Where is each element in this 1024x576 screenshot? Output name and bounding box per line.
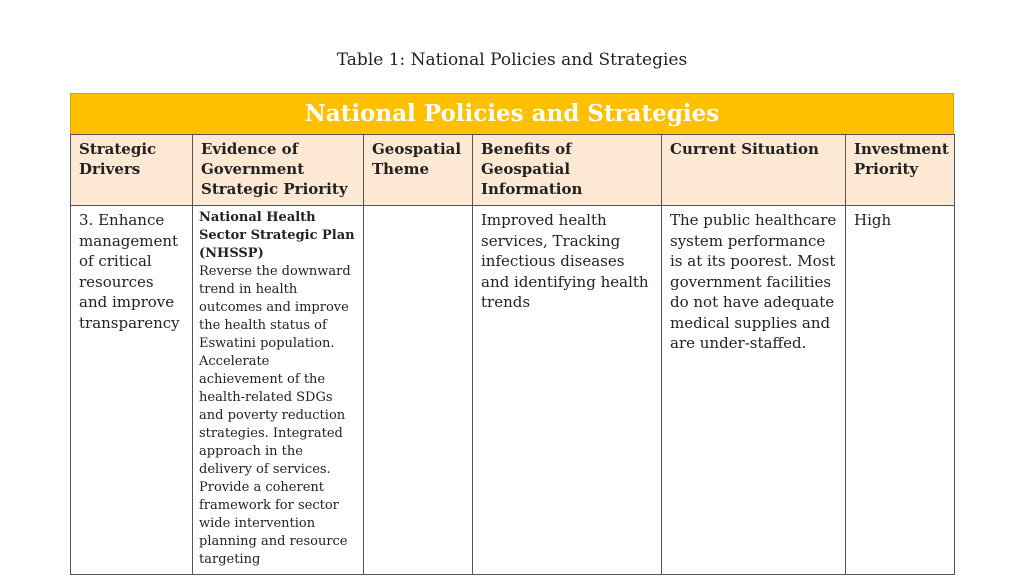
header-row — [71, 135, 955, 206]
policies-table — [70, 93, 954, 575]
cell-current-situation: The public healthcare system performance is at its poorest. Most government facilities do not have adequate medical supplies and are under-staffed. — [662, 206, 846, 575]
table-caption: Table 1: National Policies and Strategies — [336, 50, 688, 70]
table-row — [71, 206, 955, 575]
header-geospatial-theme: Geospatial Theme — [364, 135, 473, 206]
header-investment-priority: Investment Priority — [846, 135, 955, 206]
header-evidence: Evidence of Government Strategic Priority — [193, 135, 364, 206]
cell-evidence — [193, 206, 364, 575]
header-current-situation: Current Situation — [662, 135, 846, 206]
header-benefits: Benefits of Geospatial Information — [473, 135, 662, 206]
policies-grid — [70, 134, 955, 575]
cell-investment-priority: High — [846, 206, 955, 575]
header-strategic-drivers: Strategic Drivers — [71, 135, 193, 206]
evidence-title: National Health Sector Strategic Plan (NHSSP) — [199, 210, 355, 261]
cell-strategic-driver: 3. Enhance management of critical resources and improve transparency — [71, 206, 193, 575]
evidence-text: Reverse the downward trend in health outcomes and improve the health status of Eswatini population. Accelerate achievement of the health-related SDGs and poverty reduction strategies. Integrated approach in the delivery of services. Provide a coherent framework for sector wide intervention planning and resource targeting — [199, 264, 351, 567]
cell-geospatial-theme — [364, 206, 473, 575]
cell-benefits: Improved health services, Tracking infectious diseases and identifying health trends — [473, 206, 662, 575]
table-banner-title: National Policies and Strategies — [70, 93, 954, 134]
